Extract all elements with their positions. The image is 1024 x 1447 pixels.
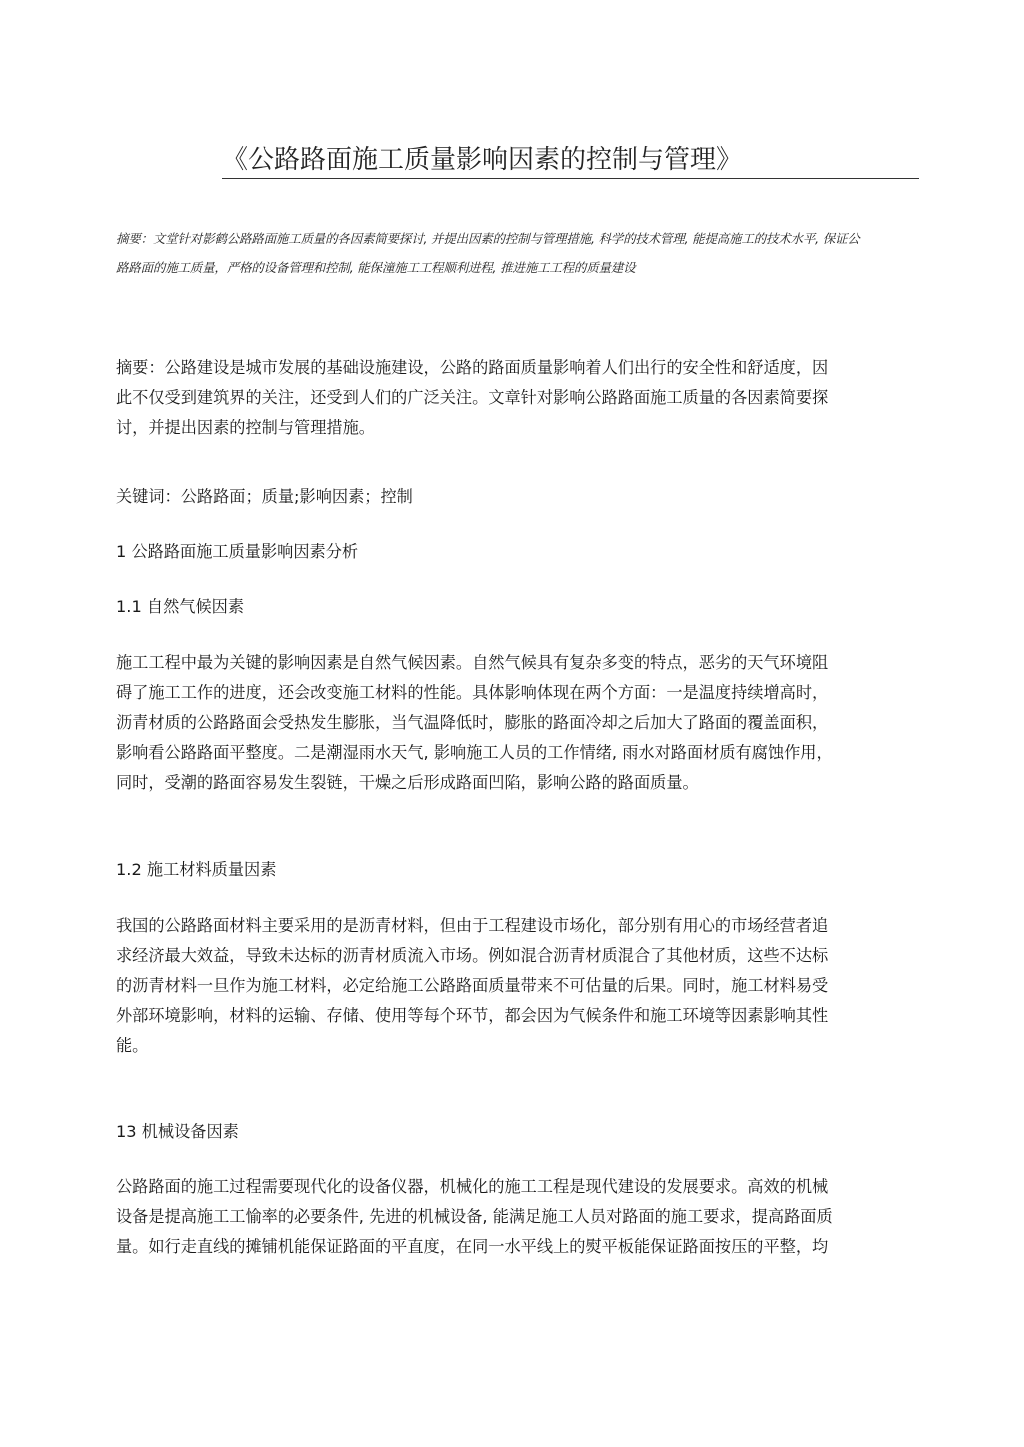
italic-summary	[116, 224, 924, 282]
abstract-paragraph	[116, 353, 922, 443]
abstract-line: 此不仅受到建筑界的关注，还受到人们的广泛关注。文章针对影响公路路面施工质量的各因素简要探	[116, 388, 829, 407]
section-1-1-heading: 1.1 自然气候因素	[116, 597, 245, 616]
section-1-heading: 1 公路路面施工质量影响因素分析	[116, 542, 359, 561]
section-1-3-heading: 13 机械设备因素	[116, 1122, 239, 1141]
paragraph-line: 求经济最大效益，导致未达标的沥青材质流入市场。例如混合沥青材质混合了其他材质，这些不达标	[116, 946, 829, 965]
title-underline	[222, 178, 919, 179]
keywords-line: 关键词：公路路面；质量;影响因素；控制	[116, 487, 413, 506]
paragraph-line: 施工工程中最为关键的影响因素是自然气候因素。自然气候具有复杂多变的特点，恶劣的天气环境阻	[116, 653, 829, 672]
paragraph-line: 的沥青材料一旦作为施工材料，必定给施工公路路面质量带来不可估量的后果。同时，施工材料易受	[116, 976, 829, 995]
section-1-2-heading: 1.2 施工材料质量因素	[116, 860, 277, 879]
paragraph-line: 量。如行走直线的摊铺机能保证路面的平直度，在同一水平线上的熨平板能保证路面按压的平整，均	[116, 1237, 829, 1256]
paragraph-line: 碍了施工工作的进度，还会改变施工材料的性能。具体影响体现在两个方面：一是温度持续增高时，	[116, 683, 829, 702]
paragraph-line: 设备是提高施工工愉率的必要条件, 先进的机械设备, 能满足施工人员对路面的施工要求，提高路面质	[116, 1207, 833, 1226]
summary-line: 路路面的施工质量，严格的设备管理和控制, 能保潼施工工程顺利进程, 推进施工工程的质量建设	[116, 260, 636, 275]
abstract-line: 讨，并提出因素的控制与管理措施。	[116, 418, 375, 437]
paragraph-line: 公路路面的施工过程需要现代化的设备仪器，机械化的施工工程是现代建设的发展要求。高效的机械	[116, 1177, 829, 1196]
section-1-3-paragraph	[116, 1172, 922, 1262]
paragraph-line: 影响看公路路面平整度。二是潮湿雨水天气, 影响施工人员的工作情绪, 雨水对路面材质有腐蚀作用，	[116, 743, 833, 762]
paragraph-line: 我国的公路路面材料主要采用的是沥青材料，但由于工程建设市场化，部分别有用心的市场经营者追	[116, 916, 829, 935]
section-1-2-paragraph	[116, 911, 922, 1061]
document-title: 《公路路面施工质量影响因素的控制与管理》	[222, 145, 743, 175]
summary-line: 摘要：文堂针对影鹤公路路面施工质量的各因素简要探讨, 并提出因素的控制与管理措施, 科学的技术管理, 能提高施工的技术水平, 保证公	[116, 231, 860, 246]
paragraph-line: 同时，受潮的路面容易发生裂链，干燥之后形成路面凹陷，影响公路的路面质量。	[116, 773, 699, 792]
section-1-1-paragraph	[116, 648, 922, 798]
abstract-line: 摘要：公路建设是城市发展的基础设施建设，公路的路面质量影响着人们出行的安全性和舒适度，因	[116, 358, 829, 377]
paragraph-line: 沥青材质的公路路面会受热发生膨胀，当气温降低时，膨胀的路面冷却之后加大了路面的覆盖面积，	[116, 713, 829, 732]
paragraph-line: 能。	[116, 1036, 149, 1055]
paragraph-line: 外部环境影响，材料的运输、存储、使用等每个环节，都会因为气候条件和施工环境等因素影响其性	[116, 1006, 829, 1025]
